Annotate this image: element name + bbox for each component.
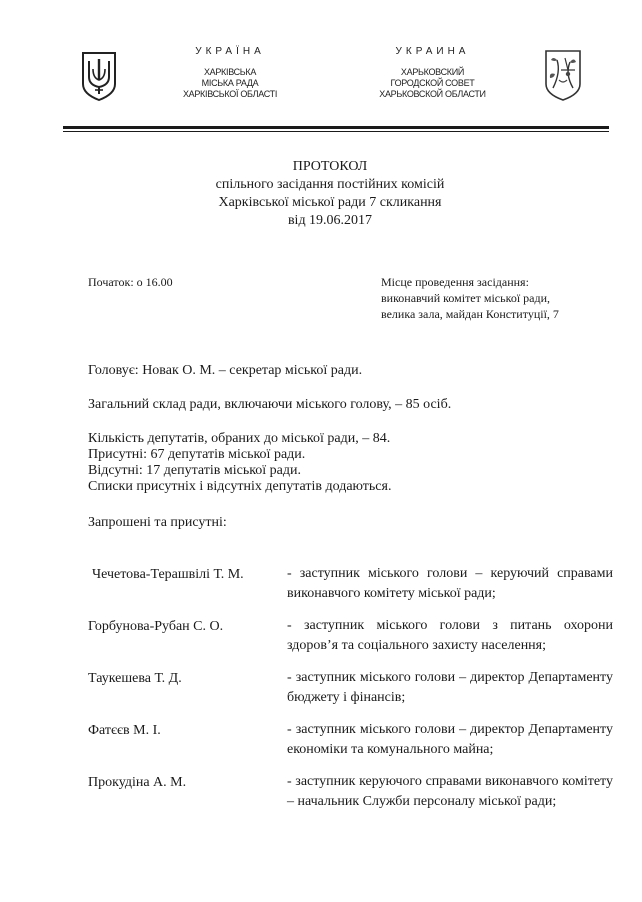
org-line: ХАРЬКОВСКИЙ: [400, 67, 465, 77]
org-line: ХАРКІВСЬКА: [203, 67, 257, 77]
attendee-role: - заступник міського голови – директор Департаменту бюджету і фінансів;: [287, 670, 613, 705]
attendee-name: Таукешева Т. Д.: [88, 671, 182, 686]
attendee-role: - заступник міського голови з питань охорони здоров’я та соціального захисту населення;: [287, 618, 613, 653]
venue-line: велика зала, майдан Конституції, 7: [381, 307, 559, 321]
country-name-ru: УКРАИНА: [395, 46, 470, 57]
venue: [381, 274, 601, 322]
attendee-role: - заступник міського голови – керуючий справами виконавчого комітету міської ради;: [287, 566, 613, 601]
attendance-block: [88, 431, 391, 495]
invited-heading: Запрошені та присутні:: [88, 515, 227, 530]
org-line: ГОРОДСКОЙ СОВЕТ: [390, 78, 475, 88]
attendee-name: Горбунова-Рубан С. О.: [88, 619, 224, 634]
letterhead-left: [160, 46, 300, 100]
attendee-name: Фатєєв М. І.: [88, 723, 161, 738]
attendee-role: - заступник міського голови – директор Департаменту економіки та комунального майна;: [287, 722, 613, 757]
absent-count: Відсутні: 17 депутатів міської ради.: [88, 463, 302, 478]
org-line: ХАРКІВСЬКОЇ ОБЛАСТІ: [182, 89, 278, 99]
country-name-ua: УКРАЇНА: [195, 46, 265, 57]
document-title: ПРОТОКОЛ: [292, 159, 368, 174]
letterhead-rule-thin: [63, 131, 609, 132]
kharkiv-city-coat-of-arms-icon: [543, 48, 583, 102]
chair-paragraph: Головує: Новак О. М. – секретар міської ради.: [88, 363, 363, 378]
org-line: ХАРЬКОВСКОЙ ОБЛАСТИ: [379, 89, 486, 99]
document-subtitle-line: спільного засідання постійних комісій: [215, 177, 445, 192]
attendee-name: Чечетова-Терашвілі Т. М.: [92, 567, 244, 582]
attendee-role: - заступник керуючого справами виконавчого комітету – начальник Служби персоналу міської ради;: [287, 774, 613, 809]
lists-note: Списки присутніх і відсутніх депутатів додаються.: [88, 479, 392, 494]
document-subtitle-line: Харківської міської ради 7 скликання: [218, 195, 442, 210]
composition-paragraph: Загальний склад ради, включаючи міського голову, – 85 осіб.: [88, 397, 452, 412]
venue-line: виконавчий комітет міської ради,: [381, 291, 551, 305]
org-line: МІСЬКА РАДА: [201, 78, 259, 88]
ukraine-trident-icon: [80, 50, 118, 102]
document-title-block: [130, 158, 530, 230]
letterhead-rule-thick: [63, 126, 609, 129]
present-count: Присутні: 67 депутатів міської ради.: [88, 447, 306, 462]
document-date: від 19.06.2017: [287, 213, 373, 228]
venue-line: Місце проведення засідання:: [381, 275, 529, 289]
elected-count: Кількість депутатів, обраних до міської ради, – 84.: [88, 431, 391, 446]
start-time: Початок: о 16.00: [88, 275, 173, 289]
letterhead: [0, 0, 642, 140]
letterhead-right: [360, 46, 505, 100]
attendee-name: Прокудіна А. М.: [88, 775, 187, 790]
